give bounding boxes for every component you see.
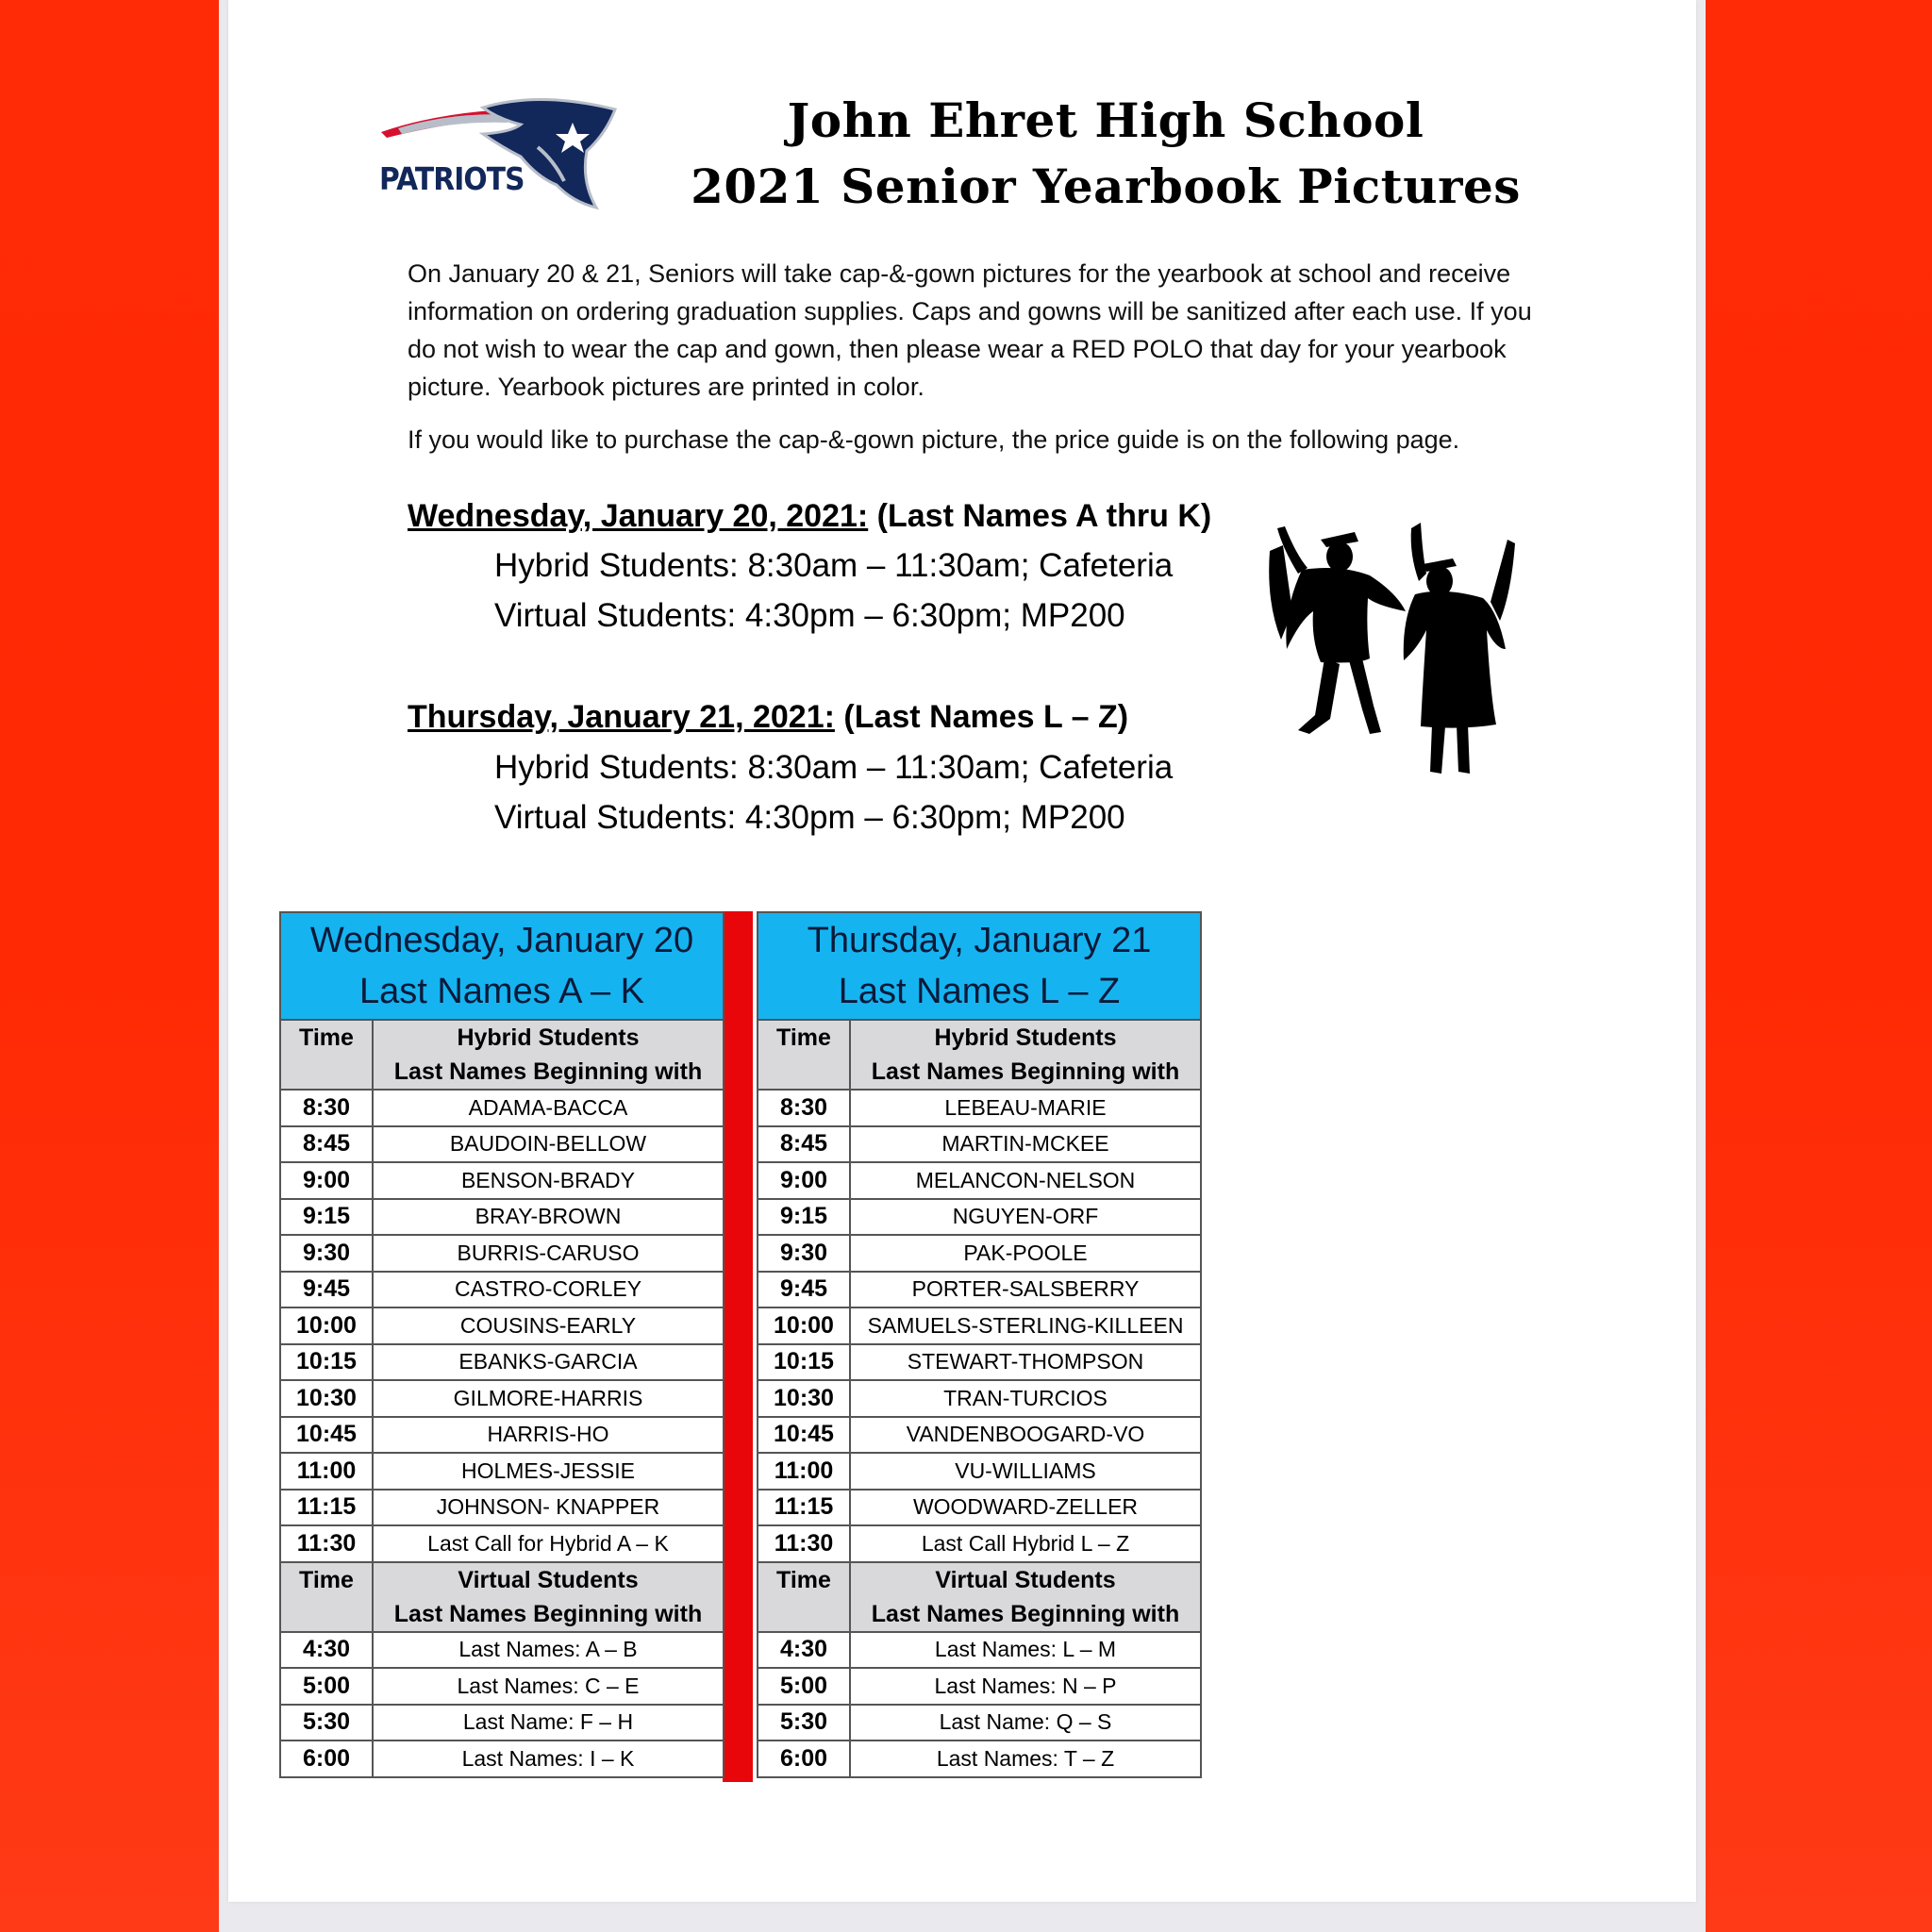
hybrid-subheader-row <box>280 1020 724 1090</box>
hybrid-subheader-row <box>758 1020 1201 1090</box>
table-row <box>758 1162 1201 1199</box>
time-column-header: Time <box>280 1020 373 1090</box>
table-row <box>280 1272 724 1308</box>
day-names: (Last Names L – Z) <box>843 699 1129 735</box>
table-row <box>280 1199 724 1236</box>
table-row <box>758 1272 1201 1308</box>
time-cell: 9:15 <box>280 1199 373 1236</box>
names-cell: HARRIS-HO <box>373 1417 724 1454</box>
table-row <box>758 1417 1201 1454</box>
names-cell: Last Names: A – B <box>373 1632 724 1669</box>
table-row <box>758 1705 1201 1741</box>
names-cell: Last Names: L – M <box>850 1632 1201 1669</box>
time-cell: 11:00 <box>280 1453 373 1490</box>
document-title: John Ehret High School <box>787 92 1424 148</box>
names-cell: BENSON-BRADY <box>373 1162 724 1199</box>
time-cell: 4:30 <box>280 1632 373 1669</box>
virtual-subheader-row <box>758 1562 1201 1632</box>
time-cell: 5:00 <box>280 1668 373 1705</box>
table-row <box>280 1126 724 1163</box>
time-cell: 10:30 <box>758 1380 850 1417</box>
names-cell: TRAN-TURCIOS <box>850 1380 1201 1417</box>
table-row <box>280 1417 724 1454</box>
logo-text: PATRIOTS <box>379 160 525 197</box>
names-cell: Last Name: F – H <box>373 1705 724 1741</box>
time-cell: 10:00 <box>280 1307 373 1344</box>
time-cell: 9:45 <box>280 1272 373 1308</box>
time-cell: 6:00 <box>280 1740 373 1777</box>
time-cell: 9:00 <box>280 1162 373 1199</box>
table-divider <box>723 911 753 1782</box>
names-cell: Last Names: I – K <box>373 1740 724 1777</box>
names-cell: BRAY-BROWN <box>373 1199 724 1236</box>
table-row <box>280 1090 724 1126</box>
time-cell: 10:45 <box>280 1417 373 1454</box>
table-row <box>280 1235 724 1272</box>
table-row <box>280 1380 724 1417</box>
names-cell: STEWART-THOMPSON <box>850 1344 1201 1381</box>
time-cell: 11:00 <box>758 1453 850 1490</box>
schedule-table-wednesday <box>279 911 724 1778</box>
thursday-hybrid-line: Hybrid Students: 8:30am – 11:30am; Cafeteria <box>494 749 1174 786</box>
wednesday-virtual-line: Virtual Students: 4:30pm – 6:30pm; MP200 <box>494 597 1125 634</box>
time-cell: 9:00 <box>758 1162 850 1199</box>
virtual-label: Virtual Students <box>458 1566 639 1593</box>
hybrid-label: Hybrid Students <box>934 1024 1117 1051</box>
time-cell: 8:30 <box>758 1090 850 1126</box>
table-row <box>280 1525 724 1562</box>
names-cell: MARTIN-MCKEE <box>850 1126 1201 1163</box>
time-column-header: Time <box>758 1020 850 1090</box>
intro-paragraph: On January 20 & 21, Seniors will take cap-&-gown pictures for the yearbook at school and receive information on ordering graduation supplies. Caps and gowns will be sanitized after each use. If you do not wish to wear the cap and gown, then please wear a RED POLO that day for your yearbook picture. Yearbook pictures are printed in color. <box>408 259 1532 401</box>
names-cell: ADAMA-BACCA <box>373 1090 724 1126</box>
names-cell: LEBEAU-MARIE <box>850 1090 1201 1126</box>
table-header <box>758 912 1201 1020</box>
names-cell: COUSINS-EARLY <box>373 1307 724 1344</box>
hybrid-column-header <box>850 1020 1201 1090</box>
table-row <box>280 1453 724 1490</box>
table-row <box>758 1740 1201 1777</box>
table-row <box>758 1632 1201 1669</box>
table-row <box>280 1344 724 1381</box>
names-cell: Last Names: N – P <box>850 1668 1201 1705</box>
names-cell: EBANKS-GARCIA <box>373 1344 724 1381</box>
table-header-names: Last Names A – K <box>358 972 645 1011</box>
names-cell: MELANCON-NELSON <box>850 1162 1201 1199</box>
names-cell: PORTER-SALSBERRY <box>850 1272 1201 1308</box>
table-row <box>758 1380 1201 1417</box>
time-cell: 8:45 <box>758 1126 850 1163</box>
day-names: (Last Names A thru K) <box>876 498 1212 534</box>
schedule-table <box>757 911 1202 1778</box>
time-cell: 11:30 <box>280 1525 373 1562</box>
table-row <box>280 1705 724 1741</box>
time-cell: 9:15 <box>758 1199 850 1236</box>
table-row <box>758 1235 1201 1272</box>
names-cell: PAK-POOLE <box>850 1235 1201 1272</box>
virtual-column-header <box>373 1562 724 1632</box>
virtual-column-header <box>850 1562 1201 1632</box>
table-row <box>280 1632 724 1669</box>
time-cell: 10:15 <box>758 1344 850 1381</box>
time-cell: 6:00 <box>758 1740 850 1777</box>
time-cell: 11:30 <box>758 1525 850 1562</box>
names-cell: GILMORE-HARRIS <box>373 1380 724 1417</box>
hybrid-label-sub: Last Names Beginning with <box>871 1058 1180 1085</box>
price-guide-note: If you would like to purchase the cap-&-gown picture, the price guide is on the following page. <box>408 425 1460 454</box>
time-cell: 11:15 <box>280 1490 373 1526</box>
time-cell: 10:00 <box>758 1307 850 1344</box>
hybrid-label-sub: Last Names Beginning with <box>393 1058 703 1085</box>
hybrid-column-header <box>373 1020 724 1090</box>
names-cell: CASTRO-CORLEY <box>373 1272 724 1308</box>
graduates-silhouette-icon <box>1264 508 1519 781</box>
time-column-header: Time <box>758 1562 850 1632</box>
time-cell: 5:30 <box>758 1705 850 1741</box>
names-cell: BAUDOIN-BELLOW <box>373 1126 724 1163</box>
table-header-day: Wednesday, January 20 <box>309 921 694 960</box>
table-row <box>758 1199 1201 1236</box>
names-cell: VU-WILLIAMS <box>850 1453 1201 1490</box>
time-cell: 8:45 <box>280 1126 373 1163</box>
time-cell: 9:30 <box>280 1235 373 1272</box>
table-row <box>758 1490 1201 1526</box>
names-cell: SAMUELS-STERLING-KILLEEN <box>850 1307 1201 1344</box>
names-cell: WOODWARD-ZELLER <box>850 1490 1201 1526</box>
hybrid-label: Hybrid Students <box>457 1024 640 1051</box>
names-cell: Last Name: Q – S <box>850 1705 1201 1741</box>
schedule-table <box>279 911 724 1778</box>
time-cell: 4:30 <box>758 1632 850 1669</box>
day-date: Wednesday, January 20, 2021: <box>408 498 869 534</box>
names-cell: Last Call for Hybrid A – K <box>373 1525 724 1562</box>
time-cell: 10:15 <box>280 1344 373 1381</box>
time-cell: 5:00 <box>758 1668 850 1705</box>
table-header <box>280 912 724 1020</box>
table-row <box>758 1090 1201 1126</box>
table-row <box>758 1126 1201 1163</box>
time-cell: 5:30 <box>280 1705 373 1741</box>
thursday-virtual-line: Virtual Students: 4:30pm – 6:30pm; MP200 <box>494 799 1125 836</box>
time-cell: 10:45 <box>758 1417 850 1454</box>
wednesday-hybrid-line: Hybrid Students: 8:30am – 11:30am; Cafeteria <box>494 547 1174 584</box>
names-cell: BURRIS-CARUSO <box>373 1235 724 1272</box>
time-cell: 10:30 <box>280 1380 373 1417</box>
table-header-day: Thursday, January 21 <box>807 921 1152 960</box>
table-row <box>280 1668 724 1705</box>
day-heading-thursday <box>408 699 1128 736</box>
names-cell: Last Names: C – E <box>373 1668 724 1705</box>
table-row <box>280 1307 724 1344</box>
names-cell: Last Names: T – Z <box>850 1740 1201 1777</box>
names-cell: Last Call Hybrid L – Z <box>850 1525 1201 1562</box>
table-header-names: Last Names L – Z <box>838 972 1121 1011</box>
names-cell: JOHNSON- KNAPPER <box>373 1490 724 1526</box>
names-cell: NGUYEN-ORF <box>850 1199 1201 1236</box>
virtual-subheader-row <box>280 1562 724 1632</box>
virtual-label-sub: Last Names Beginning with <box>871 1600 1180 1627</box>
table-row <box>280 1162 724 1199</box>
day-heading-wednesday <box>408 498 1211 535</box>
day-date: Thursday, January 21, 2021: <box>408 699 835 735</box>
table-row <box>758 1307 1201 1344</box>
table-row <box>758 1453 1201 1490</box>
names-cell: VANDENBOOGARD-VO <box>850 1417 1201 1454</box>
names-cell: HOLMES-JESSIE <box>373 1453 724 1490</box>
table-row <box>758 1668 1201 1705</box>
time-column-header: Time <box>280 1562 373 1632</box>
time-cell: 9:45 <box>758 1272 850 1308</box>
table-row <box>280 1490 724 1526</box>
time-cell: 8:30 <box>280 1090 373 1126</box>
document-subtitle: 2021 Senior Yearbook Pictures <box>691 158 1521 214</box>
table-row <box>758 1525 1201 1562</box>
table-row <box>758 1344 1201 1381</box>
virtual-label-sub: Last Names Beginning with <box>393 1600 703 1627</box>
time-cell: 9:30 <box>758 1235 850 1272</box>
schedule-table-thursday <box>757 911 1202 1778</box>
virtual-label: Virtual Students <box>935 1566 1116 1593</box>
table-row <box>280 1740 724 1777</box>
time-cell: 11:15 <box>758 1490 850 1526</box>
